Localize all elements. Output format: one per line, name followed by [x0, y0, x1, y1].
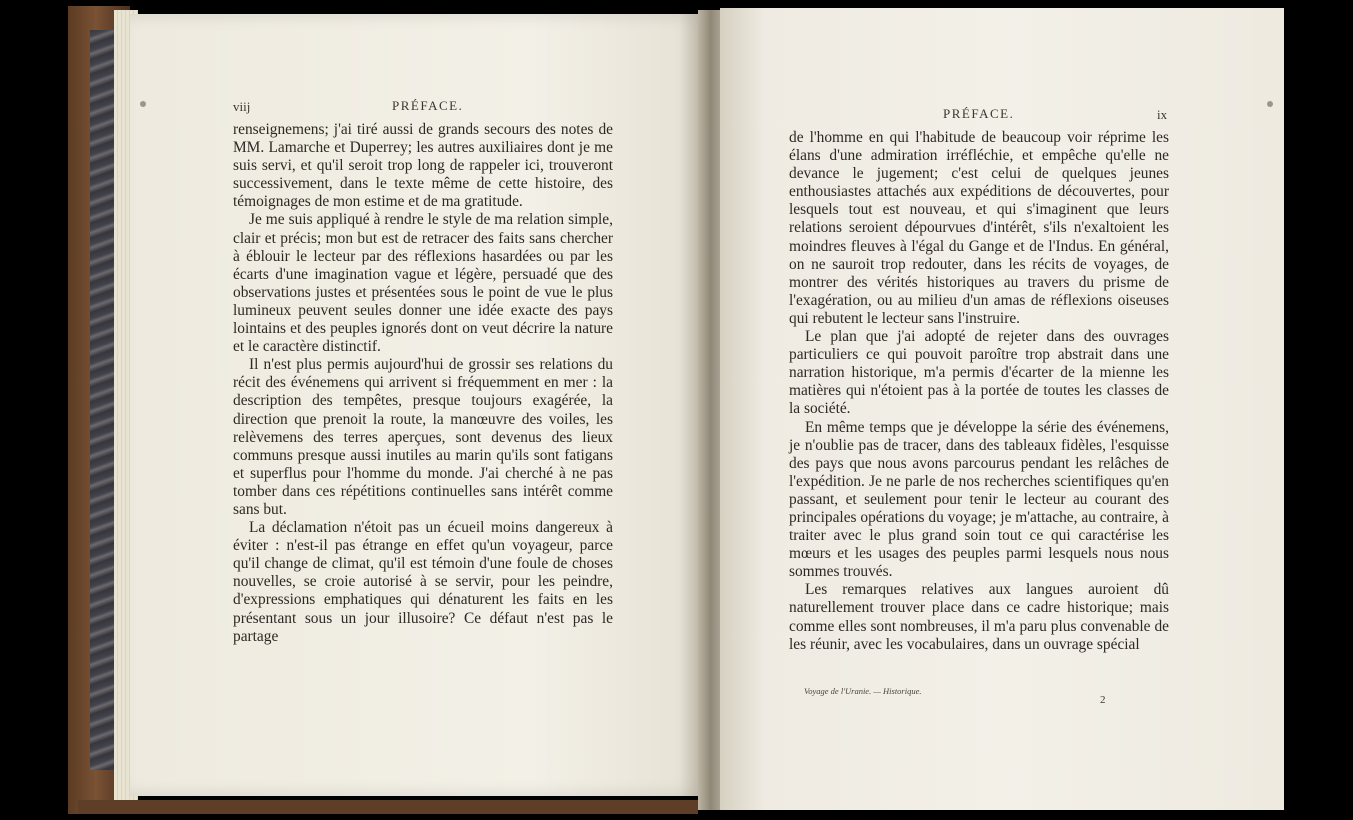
paragraph: La déclamation n'étoit pas un écueil moins dangereux à éviter : n'est-il pas étrange en effet qu'un voyageur, parce qu'il change de climat, qu'il est témoin d'une foule de choses nouvelles, se croie autorisé à se servir, pour les peindre, d'expressions emphatiques qui dénaturent les faits en les présentant sous un jour illusoire? Ce défaut n'est pas le partage: [233, 519, 613, 645]
paragraph: renseignemens; j'ai tiré aussi de grands secours des notes de MM. Lamarche et Duperrey; les autres auxiliaires dont je me suis servi, et qu'il seroit trop long de rappeler ici, trouveront successivement, dans le texte même de cette histoire, des témoignages de mon estime et de ma gratitude.: [233, 121, 613, 211]
left-page-text: [233, 121, 613, 646]
paragraph: Je me suis appliqué à rendre le style de ma relation simple, clair et précis; mon but est de retracer des faits sans chercher à éblouir le lecteur par des réflexions hasardées ou par les écarts d'une imagination vague et légère, persuadé que des observations justes et présentées sous le point de vue le plus lumineux peuvent seules donner une idée exacte des pays lointains et des peuples ignorés dont on veut décrire la nature et le caractère distinctif.: [233, 211, 613, 356]
paragraph: Les remarques relatives aux langues auroient dû naturellement trouver place dans ce cadre historique; mais comme elles sont nombreuses, il m'a paru plus convenable de les réunir, avec les vocabulaires, dans un ouvrage spécial: [789, 581, 1169, 653]
book-cover-bottom: [78, 800, 698, 814]
right-page-text: [789, 129, 1169, 654]
signature-mark: 2: [1100, 694, 1106, 706]
paragraph: Le plan que j'ai adopté de rejeter dans des ouvrages particuliers ce qui pouvoit paroître trop abstrait dans une narration historique, m'a permis d'écarter de la mienne les matières qui n'étoient pas à la portée de toutes les classes de la société.: [789, 328, 1169, 418]
left-running-head: PRÉFACE.: [392, 98, 464, 113]
paper-speck: [140, 101, 146, 107]
paper-speck: [1267, 101, 1273, 107]
left-page-number: viij: [233, 99, 251, 114]
right-running-head: PRÉFACE.: [943, 106, 1015, 121]
paragraph: Il n'est plus permis aujourd'hui de grossir ses relations du récit des événemens qui arrivent si fréquemment en mer : la description des tempêtes, presque toujours exagérée, la direction que prenoit la route, la manœuvre des voiles, les relèvemens des terres aperçues, sont devenus des lieux communs presque aussi inutiles au marin qu'ils sont fatigans et superflus pour l'homme du monde. J'ai cherché à ne pas tomber dans ces répétitions continuelles sans intérêt comme sans but.: [233, 356, 613, 518]
paragraph: de l'homme en qui l'habitude de beaucoup voir réprime les élans d'une admiration irréfléchie, et empêche qu'elle ne devance le jugement; c'est celui de quelques jeunes enthousiastes attachés aux expéditions de découvertes, pour lesquels tout est nouveau, et qui s'imaginent que leurs relations seroient dépourvues d'intérêt, s'ils n'exaltoient les moindres fleuves à l'égal du Gange et de l'Indus. En général, on ne sauroit trop redouter, dans les récits de voyages, de montrer des vérités historiques au travers du prisme de l'exagération, ou au milieu d'un amas de réflexions oiseuses qui rebutent le lecteur sans l'instruire.: [789, 129, 1169, 327]
paragraph: En même temps que je développe la série des événemens, je n'oublie pas de tracer, dans des tableaux fidèles, l'esquisse des pays que nous avons parcourus pendant les relâches de l'expédition. Je ne parle de nos recherches scientifiques qu'en passant, et seulement pour tenir le lecteur au courant des principales opérations du voyage; je m'attache, au contraire, à traiter avec le plus grand soin tout ce qui caractérise les mœurs et les usages des peuples parmi lesquels nous nous sommes trouvés.: [789, 418, 1169, 581]
right-page-number: ix: [1157, 107, 1168, 122]
footer-note: Voyage de l'Uranie. — Historique.: [804, 686, 922, 696]
